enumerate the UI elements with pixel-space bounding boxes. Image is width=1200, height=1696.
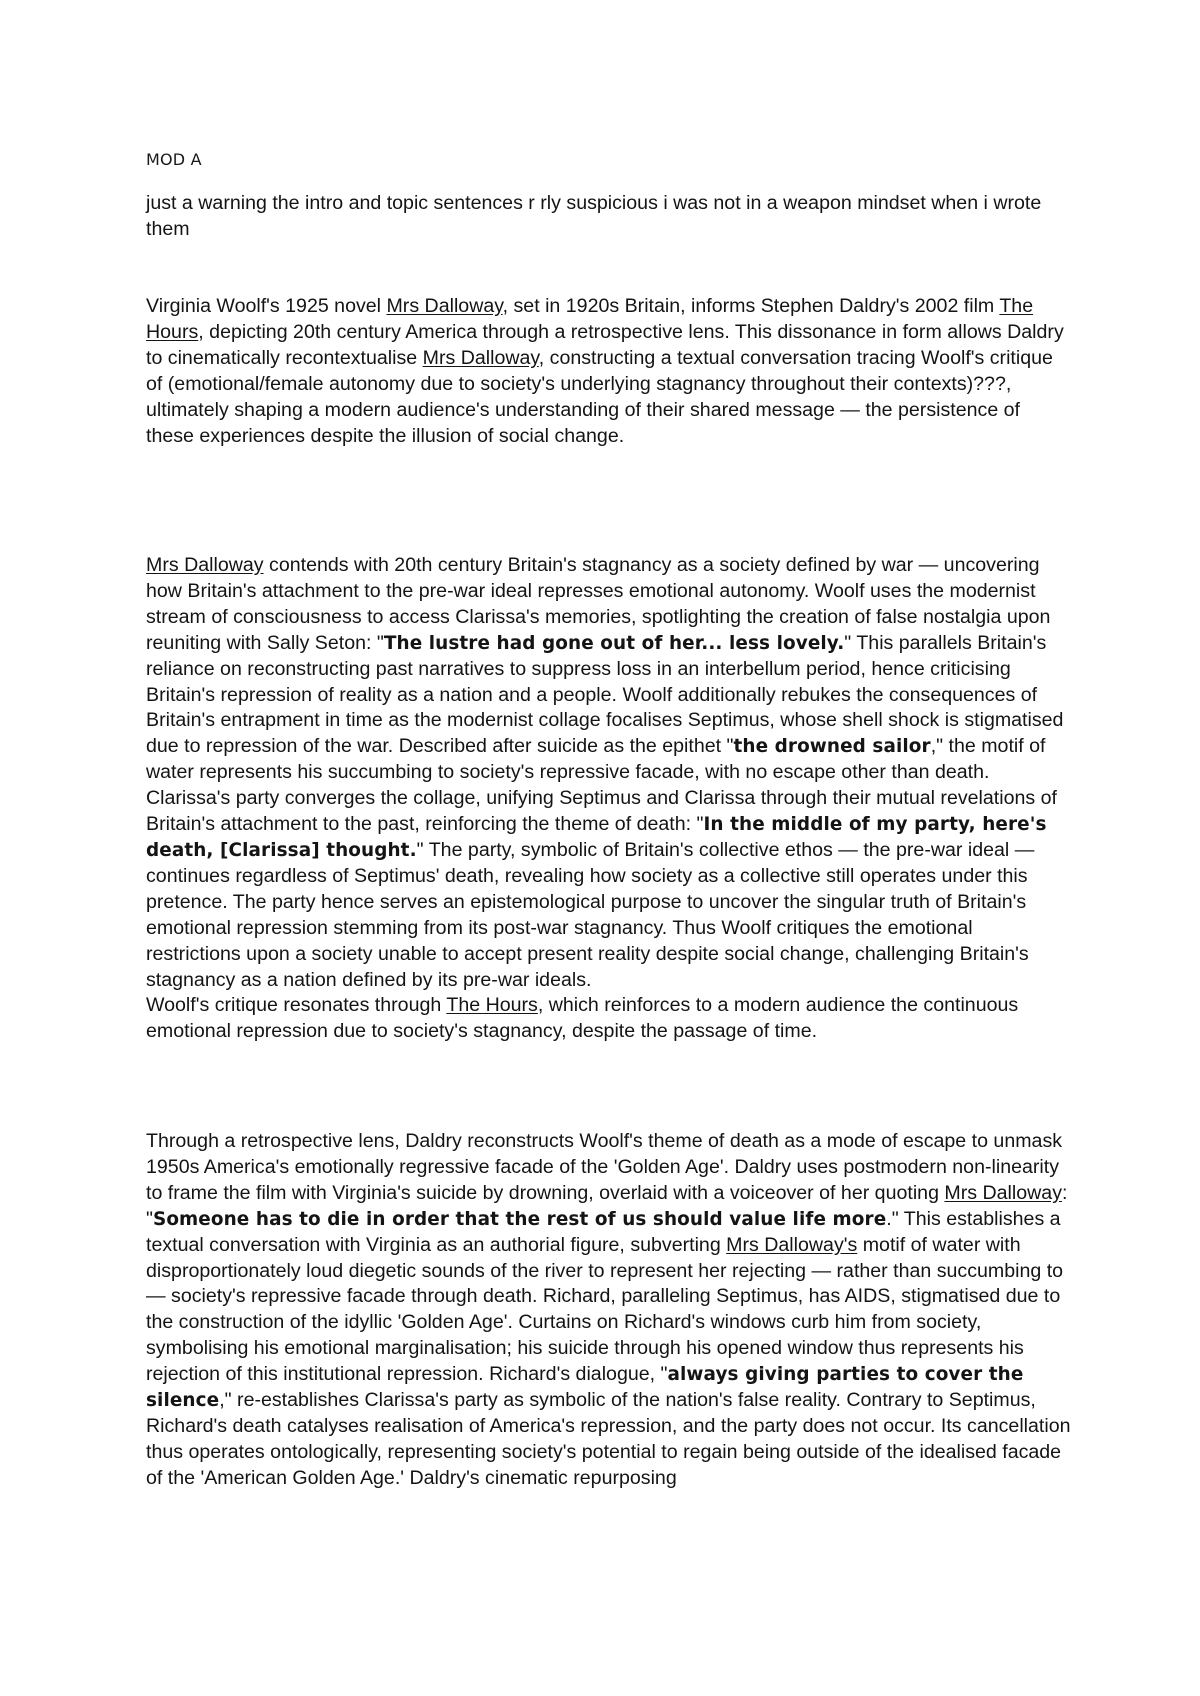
- bold-quote: the drowned sailor: [733, 736, 931, 758]
- bold-quote: The lustre had gone out of her... less lovely.: [383, 632, 845, 654]
- paragraph-text: motif of water with disproportionately loud diegetic sounds of the river to represent her rejecting — rather than succumbing to — society's repressive facade through death. Richard, paralleling Septimus, has AIDS, stigmatised due to the construction of the idyllic 'Golden Age'. Curtains on Richard's windows curb him from society, symbolising his emotional marginalisation; his suicide through his opened window thus represents his rejection of this institutional repression. Richard's dialogue, ": [146, 1233, 1064, 1386]
- intro-text: , set in 1920s Britain, informs Stephen Daldry's 2002 film: [502, 295, 1000, 317]
- paragraph-text: ." This establishes a textual conversation with Virginia as an authorial figure, subverting: [146, 1207, 1061, 1256]
- intro-text: Virginia Woolf's 1925 novel: [146, 295, 387, 317]
- paragraph-text: " The party, symbolic of Britain's collective ethos — the pre-war ideal — continues regardless of Septimus' death, revealing how society as a collective still operates under this pretence. The party hence serves an epistemological purpose to uncover the singular truth of Britain's emotional repression stemming from its post-war stagnancy. Thus Woolf critiques the emotional restrictions upon a society unable to accept present reality despite social change, challenging Britain's stagnancy as a nation defined by its pre-war ideals.: [146, 838, 1035, 991]
- author-note-text: just a warning the intro and topic sentences r rly suspicious i was not in a weapon mindset when i wrote them: [146, 192, 1042, 240]
- novel-title: Mrs Dalloway: [944, 1181, 1063, 1204]
- film-title: The Hours: [146, 295, 1034, 343]
- novel-title: Mrs Dalloway: [386, 295, 503, 317]
- novel-title: Mrs Dalloway's: [726, 1233, 858, 1256]
- body-paragraph-the-hours: [146, 1129, 1071, 1492]
- bold-quote: In the middle of my party, here's death, [Clarissa] thought.: [146, 814, 1047, 861]
- paragraph-text: Woolf's critique resonates through: [146, 994, 447, 1017]
- paragraph-text: ," the motif of water represents his succumbing to society's repressive facade, with no escape other than death. Clarissa's party converges the collage, unifying Septimus and Clarissa through their mutual revelations of Britain's attachment to the past, reinforcing the theme of death: ": [146, 735, 1057, 836]
- introduction-paragraph: [146, 294, 1071, 449]
- body-paragraph-mrs-dalloway: [146, 553, 1071, 1045]
- paragraph-text: " This parallels Britain's reliance on reconstructing past narratives to suppress loss in an interbellum period, hence criticising Britain's repression of reality as a nation and a people. Woolf additionally rebukes the consequences of Britain's entrapment in time as the modernist collage focalises Septimus, whose shell shock is stigmatised due to repression of the war. Described after suicide as the epithet ": [146, 631, 1064, 758]
- paragraph-text: contends with 20th century Britain's stagnancy as a society defined by war — uncovering how Britain's attachment to the pre-war ideal represses emotional autonomy. Woolf uses the modernist stream of consciousness to access Clarissa's memories, spotlighting the creation of false nostalgia upon reuniting with Sally Seton: ": [146, 554, 1051, 654]
- paragraph-text: ," re-establishes Clarissa's party as symbolic of the nation's false reality. Contrary to Septimus, Richard's death catalyses realisation of America's repression, and the party does not occur. Its cancellation thus operates ontologically, representing society's potential to regain being outside of the idealised facade of the 'American Golden Age.' Daldry's cinematic repurposing: [146, 1389, 1071, 1489]
- author-note: [146, 191, 1071, 243]
- film-title: The Hours: [446, 994, 538, 1017]
- paragraph-text: , which reinforces to a modern audience the continuous emotional repression due to society's stagnancy, despite the passage of time.: [146, 994, 1019, 1043]
- bold-quote: Someone has to die in order that the rest of us should value life more: [152, 1208, 887, 1230]
- novel-title: Mrs Dalloway: [422, 346, 539, 369]
- intro-text: , depicting 20th century America through a retrospective lens. This dissonance in form allows Daldry to cinematically recontextualise: [146, 320, 1064, 369]
- document-heading: MOD A: [146, 150, 202, 169]
- novel-title: Mrs Dalloway: [146, 554, 264, 576]
- bold-quote: always giving parties to cover the silence: [146, 1364, 1024, 1412]
- paragraph-text: : ": [146, 1181, 1068, 1230]
- paragraph-text: Through a retrospective lens, Daldry reconstructs Woolf's theme of death as a mode of escape to unmask 1950s America's emotionally regressive facade of the 'Golden Age'. Daldry uses postmodern non-linearity to frame the film with Virginia's suicide by drowning, overlaid with a voiceover of her quoting: [146, 1130, 1063, 1204]
- intro-text: , constructing a textual conversation tracing Woolf's critique of (emotional/female autonomy due to society's underlying stagnancy throughout their contexts)???, ultimately shaping a modern audience's understanding of their shared message — the persistence of these experiences despite the illusion of social change.: [146, 346, 1053, 447]
